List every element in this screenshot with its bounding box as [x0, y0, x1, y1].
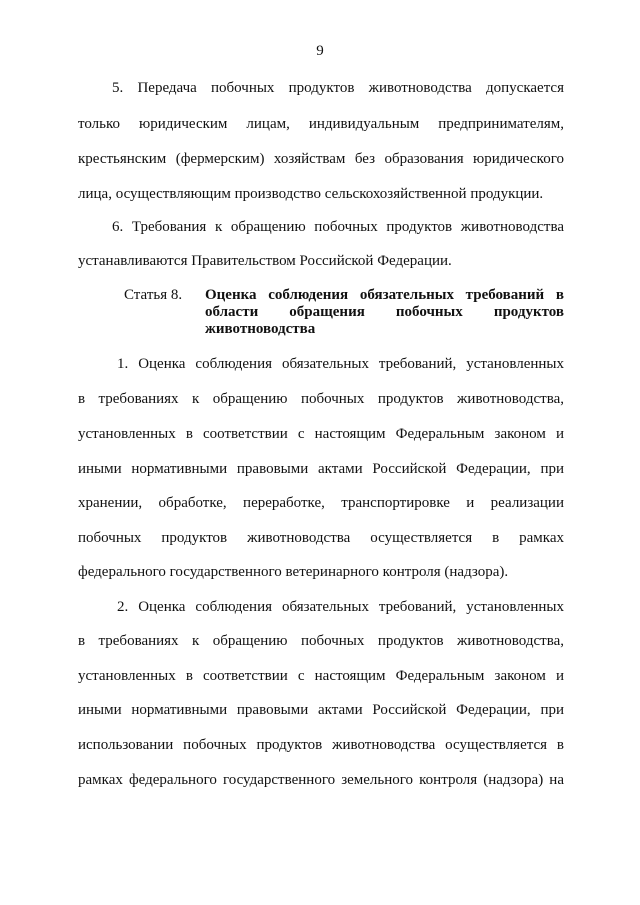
item-1-line-4: иными нормативными правовыми актами Российской Федерации, при — [78, 461, 564, 477]
item-2-line-2: в требованиях к обращению побочных продуктов животноводства, — [78, 633, 564, 649]
page-number: 9 — [316, 43, 324, 59]
item-1-line-5: хранении, обработке, переработке, транспортировке и реализации — [78, 495, 564, 511]
item-1-line-2: в требованиях к обращению побочных продуктов животноводства, — [78, 391, 564, 407]
item-1-line-1: 1. Оценка соблюдения обязательных требований, установленных — [117, 356, 564, 372]
item-2-line-5: использовании побочных продуктов животноводства осуществляется в — [78, 737, 564, 753]
item-2-line-1: 2. Оценка соблюдения обязательных требований, установленных — [117, 599, 564, 615]
paragraph-5-line-2: только юридическим лицам, индивидуальным предпринимателям, — [78, 116, 564, 132]
item-2-line-3: установленных в соответствии с настоящим Федеральным законом и — [78, 668, 564, 684]
article-label: Статья 8. — [124, 287, 183, 303]
item-2-line-6: рамках федерального государственного земельного контроля (надзора) на — [78, 772, 564, 788]
paragraph-6-line-2: устанавливаются Правительством Российской Федерации. — [78, 253, 452, 269]
article-title-line-1: Оценка соблюдения обязательных требований в — [205, 287, 564, 303]
item-1-line-3: установленных в соответствии с настоящим Федеральным законом и — [78, 426, 564, 442]
paragraph-5-line-3: крестьянским (фермерским) хозяйствам без образования юридического — [78, 151, 564, 167]
paragraph-5-line-4: лица, осуществляющим производство сельскохозяйственной продукции. — [78, 186, 544, 202]
article-title-line-2: области обращения побочных продуктов — [205, 304, 564, 320]
paragraph-6-line-1: 6. Требования к обращению побочных продуктов животноводства — [112, 219, 564, 235]
item-1-line-7: федерального государственного ветеринарного контроля (надзора). — [78, 564, 509, 580]
item-1-line-6: побочных продуктов животноводства осуществляется в рамках — [78, 530, 564, 546]
article-title-line-3: животноводства — [205, 321, 316, 337]
paragraph-5-line-1: 5. Передача побочных продуктов животноводства допускается — [112, 80, 564, 96]
item-2-line-4: иными нормативными правовыми актами Российской Федерации, при — [78, 702, 564, 718]
